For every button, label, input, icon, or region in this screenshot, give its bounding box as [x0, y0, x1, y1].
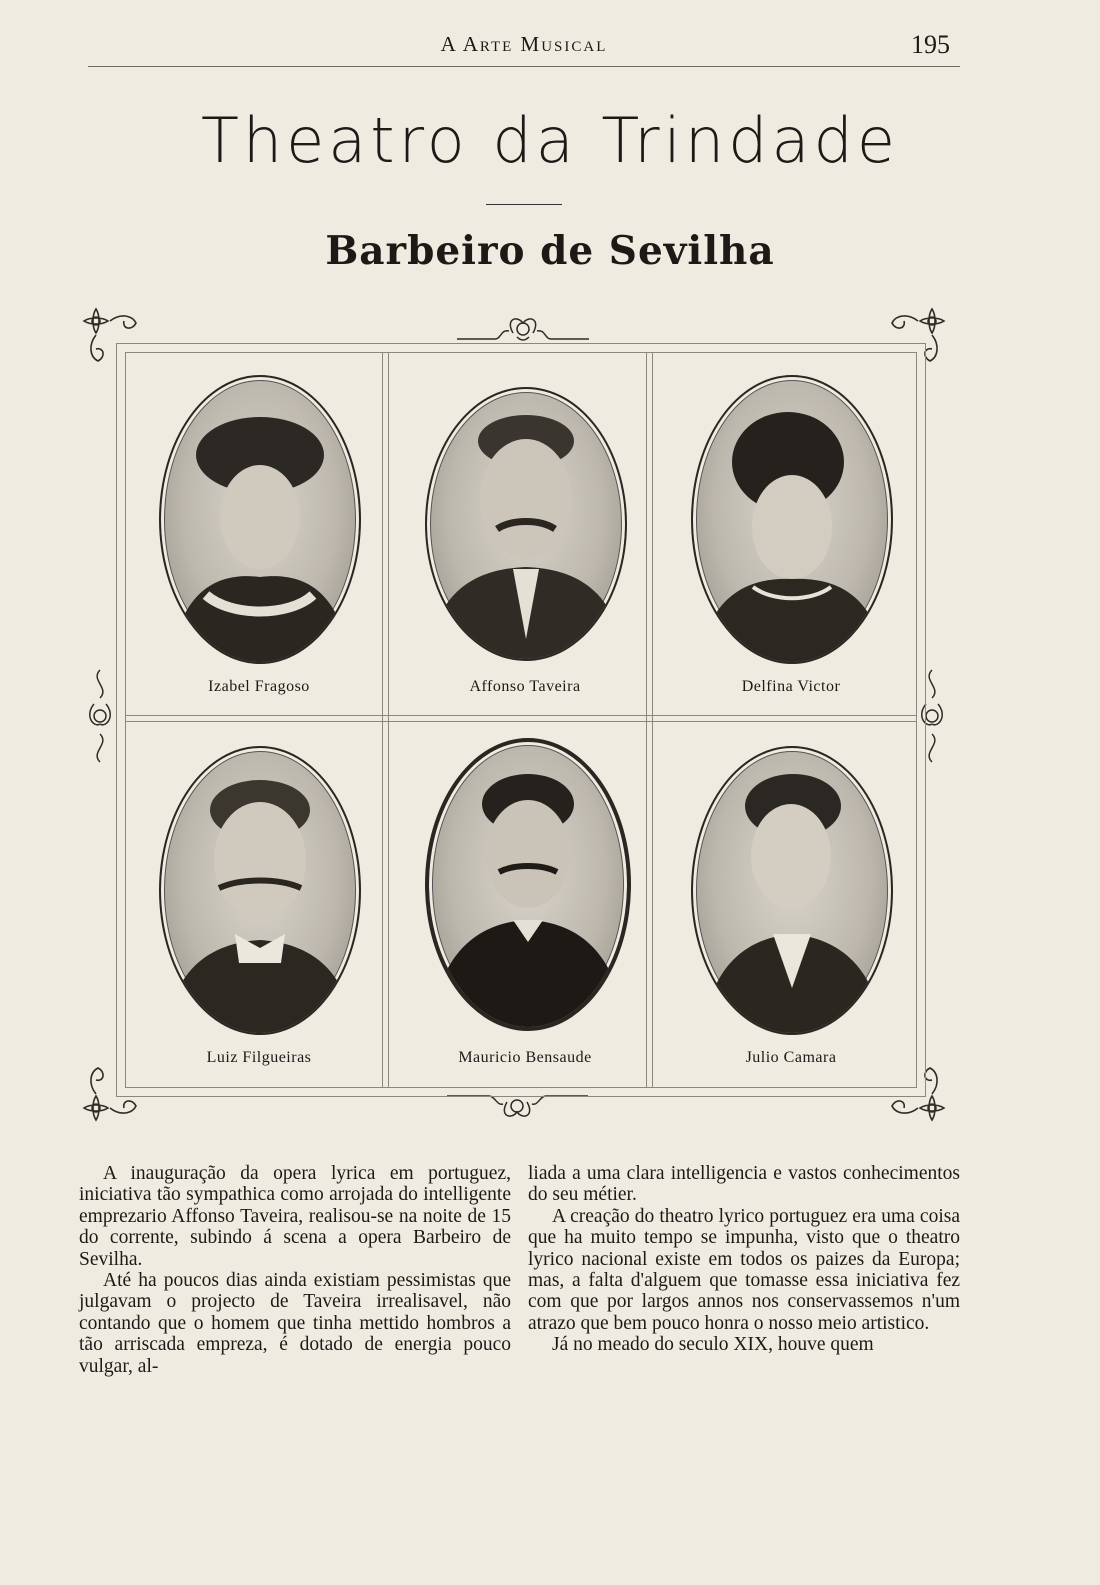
paragraph: A creação do theatro lyrico portuguez era uma coisa que ha muito tempo se impunha, visto que o theatro lyrico nacional existe em todos os paizes da Europa; mas, a falta d'alguem que tomasse essa iniciativa fez com que por largos annos nos conservassemos n'um atrazo que bem pouco honra o nosso meio artistico.: [528, 1205, 960, 1334]
paragraph: Até ha poucos dias ainda existiam pessimistas que julgavam o projecto de Taveira irrealisavel, não contando que o homem que tinha mettido hombros a tão arriscada empreza, é dotado de energia pouco vulgar, al-: [79, 1270, 511, 1377]
paragraph: Já no meado do seculo XIX, houve quem: [552, 1334, 874, 1356]
portrait-photo: [425, 738, 631, 1031]
portrait-card: [392, 353, 658, 718]
portrait-caption: Julio Camara: [745, 1049, 837, 1066]
portrait-photo: [159, 746, 361, 1035]
portrait-photo: [425, 387, 627, 661]
portrait-caption: Mauricio Bensaude: [458, 1049, 592, 1066]
portrait-card: [658, 724, 924, 1089]
portrait-caption: Izabel Fragoso: [208, 678, 310, 695]
portrait-caption: Delfina Victor: [741, 678, 841, 695]
grid-divider-row-b: [126, 721, 916, 722]
portrait-frame: [116, 343, 926, 1097]
portrait-card: [126, 353, 392, 718]
page-number: 195: [911, 30, 950, 59]
portrait-card: [392, 724, 658, 1089]
left-side-ornament: [84, 668, 116, 764]
paragraph: liada a uma clara intelligencia e vastos conhecimentos do seu métier.: [528, 1163, 960, 1206]
portrait-silhouette: [693, 377, 891, 662]
article-column-right: [528, 1163, 960, 1356]
journal-title: A Arte Musical: [440, 32, 608, 56]
portrait-caption: Affonso Taveira: [469, 678, 581, 695]
article-column-left: [79, 1163, 511, 1377]
portrait-photo: [159, 375, 361, 664]
article-subtitle: Barbeiro de Sevilha: [325, 228, 775, 274]
article-title: Theatro da Trindade: [200, 104, 900, 177]
title-divider: [486, 204, 562, 205]
portrait-caption: Luiz Filgueiras: [206, 1049, 312, 1066]
portrait-card: [126, 724, 392, 1089]
portrait-silhouette: [427, 389, 625, 659]
portrait-silhouette: [161, 377, 359, 662]
running-header: [88, 30, 960, 67]
paragraph: A inauguração da opera lyrica em portuguez, iniciativa tão sympathica como arrojada do intelligente emprezario Affonso Taveira, realisou-se na noite de 15 do corrente, subindo á scena a opera Barbeiro de Sevilha.: [79, 1163, 511, 1270]
portrait-silhouette: [161, 748, 359, 1033]
portrait-silhouette: [429, 742, 627, 1027]
portrait-grid: [125, 352, 917, 1088]
portrait-photo: [691, 375, 893, 664]
portrait-card: [658, 353, 924, 718]
portrait-photo: [691, 746, 893, 1035]
top-center-ornament: [455, 313, 591, 343]
portrait-silhouette: [693, 748, 891, 1033]
